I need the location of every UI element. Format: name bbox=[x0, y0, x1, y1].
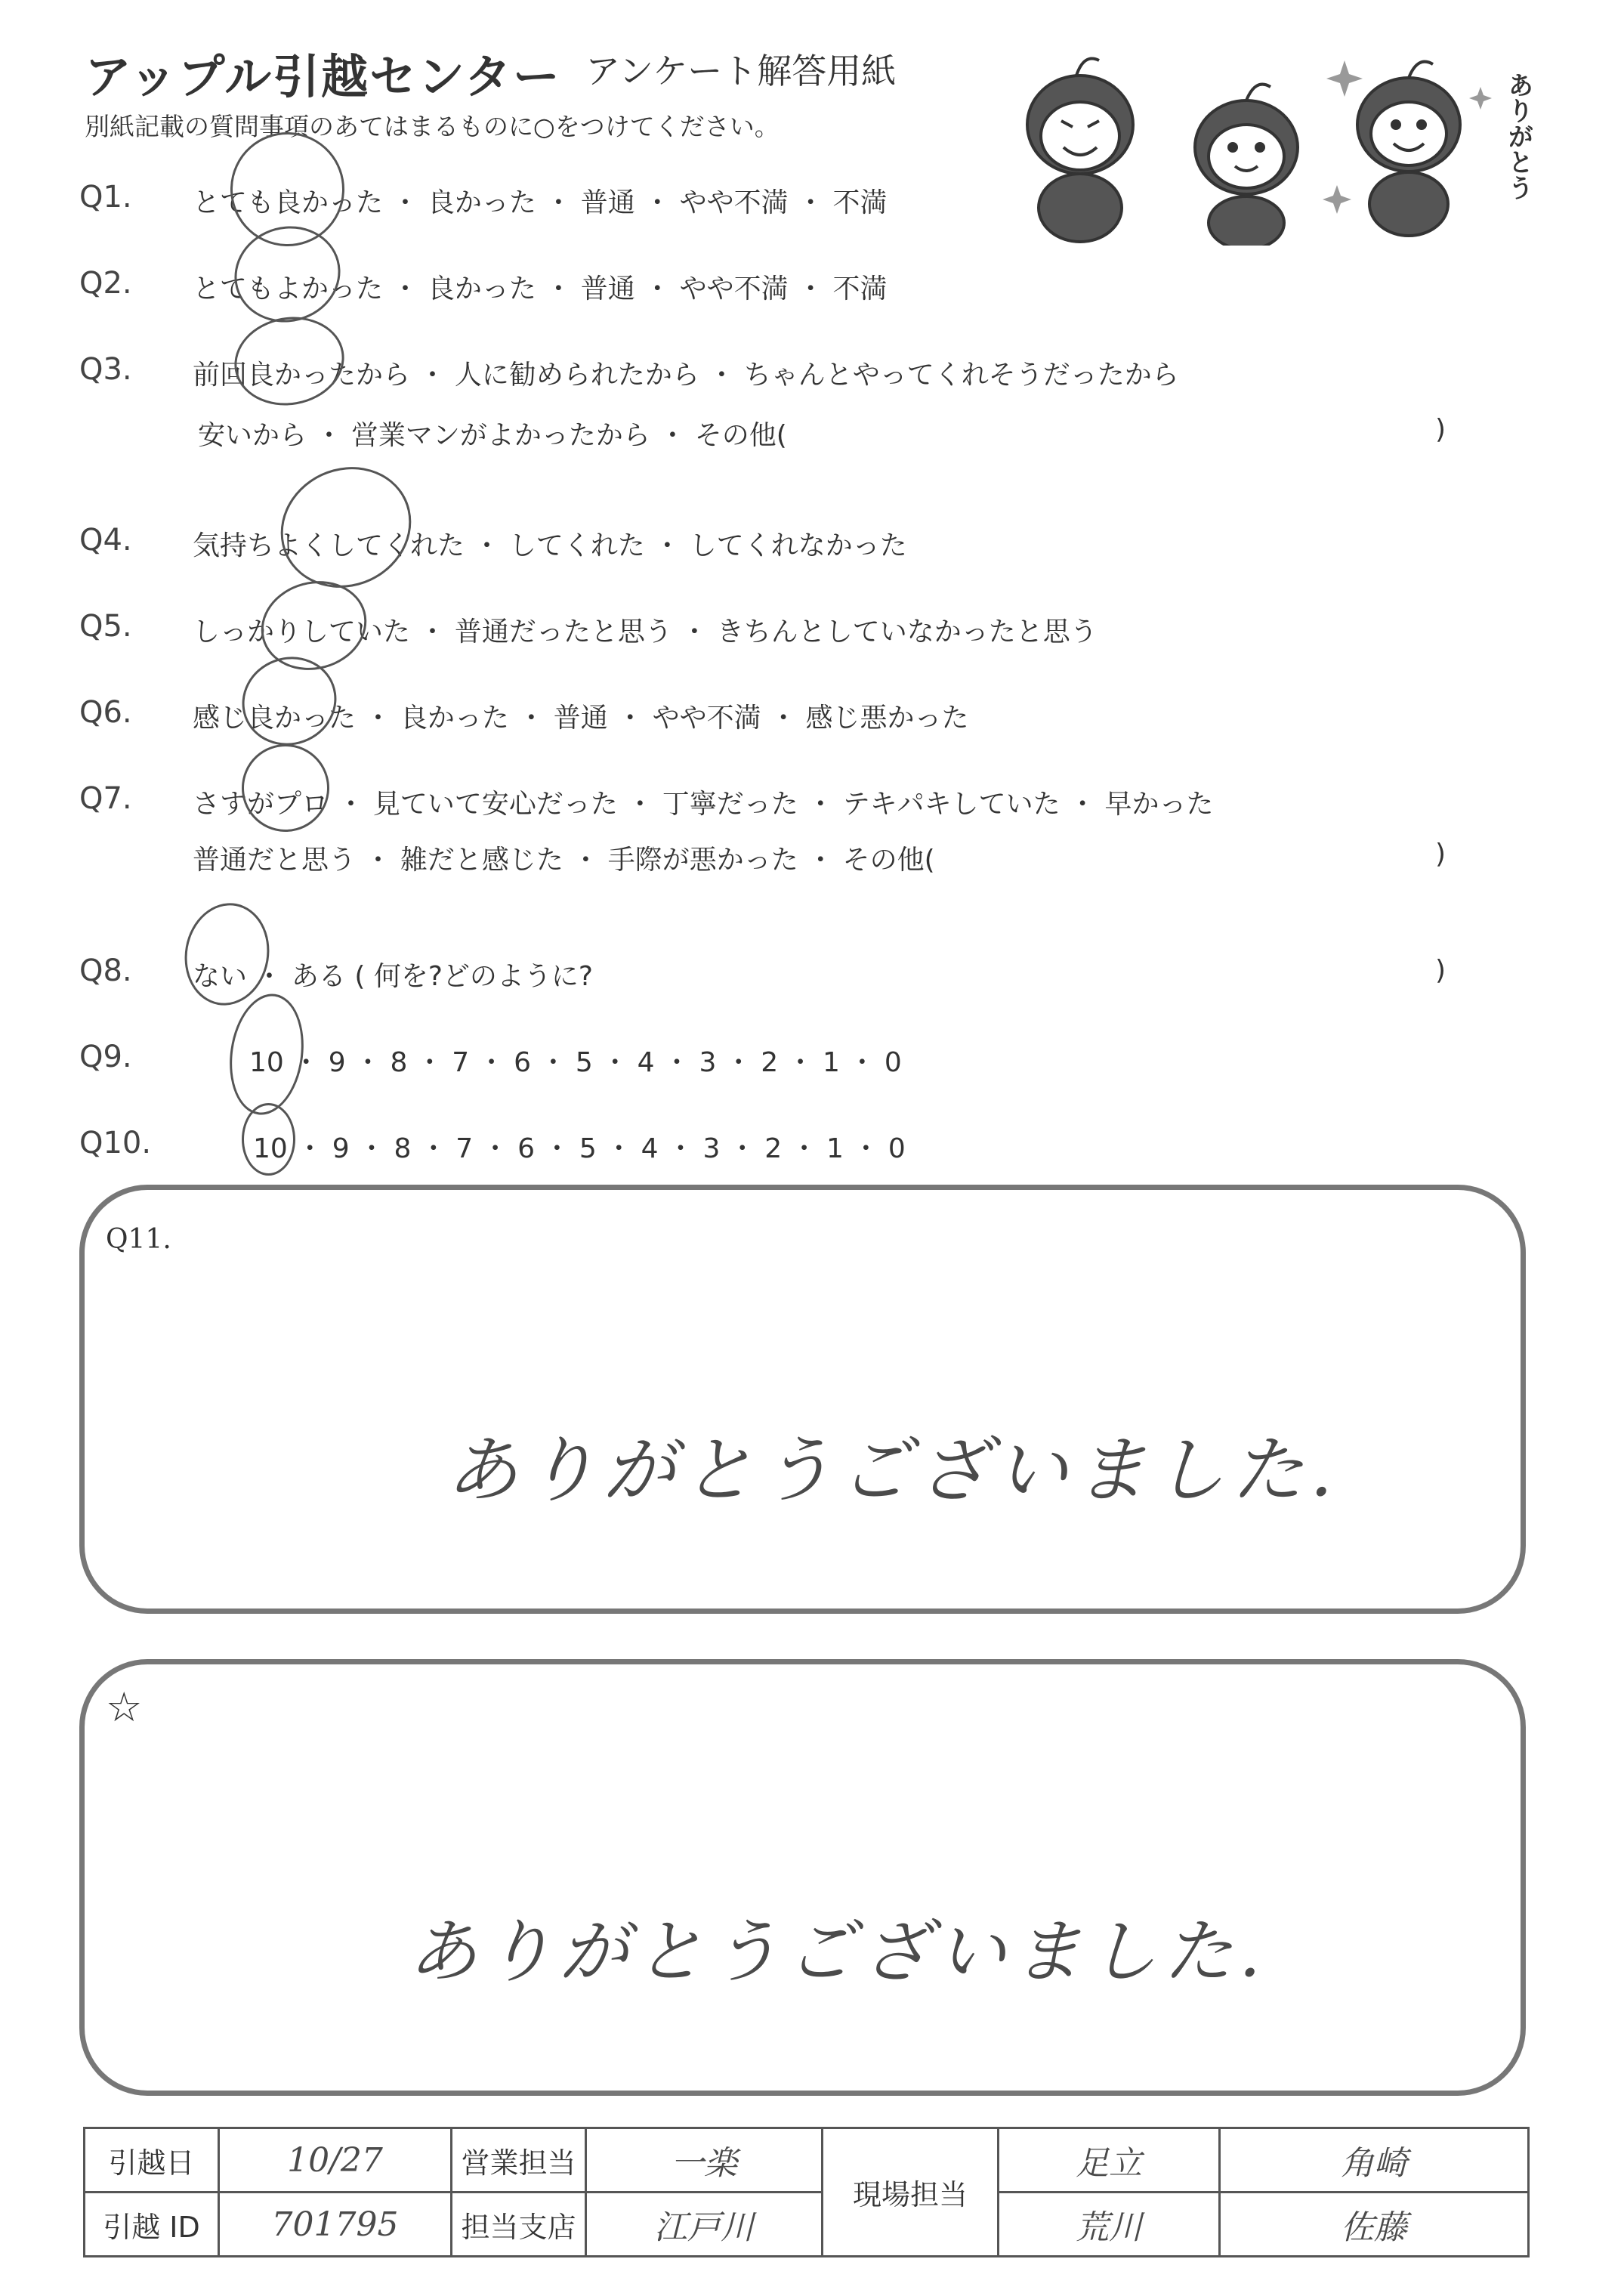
footer-info-table bbox=[83, 2127, 1530, 2257]
q3-label: Q3. bbox=[79, 352, 132, 387]
star-label: ☆ bbox=[106, 1683, 143, 1731]
star-comment-box bbox=[79, 1659, 1526, 2096]
q2-label: Q2. bbox=[79, 266, 132, 301]
mascot-monkeys-illustration bbox=[997, 42, 1541, 246]
q11-label: Q11. bbox=[106, 1224, 171, 1255]
site-staff-3: 荒川 bbox=[999, 2193, 1220, 2257]
q7-options-line2: 普通だと思う ・ 雑だと感じた ・ 手際が悪かった ・ その他( bbox=[193, 845, 935, 876]
q7-close-paren: ) bbox=[1435, 839, 1446, 870]
instruction-text: 別紙記載の質問事項のあてはまるものに○をつけてください。 bbox=[85, 112, 780, 141]
q3-answer-circle bbox=[227, 308, 351, 414]
q2-options: とてもよかった ・ 良かった ・ 普通 ・ やや不満 ・ 不満 bbox=[193, 273, 888, 304]
monkey-middle-icon bbox=[1195, 85, 1298, 246]
q11-comment-box bbox=[79, 1185, 1526, 1614]
q1-options: とても良かった ・ 良かった ・ 普通 ・ やや不満 ・ 不満 bbox=[193, 187, 888, 218]
sales-staff-value: 一楽 bbox=[586, 2128, 823, 2193]
site-staff-2: 角崎 bbox=[1220, 2128, 1529, 2193]
q2-answer-circle bbox=[224, 215, 351, 334]
monkey-right-icon bbox=[1357, 62, 1460, 236]
q1-label: Q1. bbox=[79, 180, 132, 215]
q7-answer-circle bbox=[232, 734, 339, 842]
branch-value: 江戸川 bbox=[586, 2193, 823, 2257]
q7-label: Q7. bbox=[79, 781, 132, 816]
q7-options-line1: さすがプロ ・ 見ていて安心だった ・ 丁寧だった ・ テキパキしていた ・ 早かった bbox=[193, 789, 1214, 820]
q8-answer-circle bbox=[177, 896, 277, 1012]
q8-close-paren: ) bbox=[1435, 955, 1446, 986]
q9-options: 10 ・ 9 ・ 8 ・ 7 ・ 6 ・ 5 ・ 4 ・ 3 ・ 2 ・ 1 ・ 0 bbox=[249, 1047, 902, 1078]
q10-label: Q10. bbox=[79, 1126, 152, 1160]
q4-options: 気持ちよくしてくれた ・ してくれた ・ してくれなかった bbox=[193, 530, 907, 561]
q9-label: Q9. bbox=[79, 1040, 132, 1074]
site-staff-1: 足立 bbox=[999, 2128, 1220, 2193]
q4-answer-circle bbox=[261, 446, 431, 609]
move-date-value: 10/27 bbox=[219, 2128, 452, 2193]
q6-label: Q6. bbox=[79, 695, 132, 730]
move-id-value: 701795 bbox=[219, 2193, 452, 2257]
move-date-label: 引越日 bbox=[85, 2128, 219, 2193]
site-staff-label: 現場担当 bbox=[823, 2128, 999, 2257]
q10-options: 10 ・ 9 ・ 8 ・ 7 ・ 6 ・ 5 ・ 4 ・ 3 ・ 2 ・ 1 ・ 0 bbox=[253, 1133, 906, 1164]
mascot-text: ありがとう bbox=[1503, 72, 1533, 200]
q3-options-line2: 安いから ・ 営業マンがよかったから ・ その他( bbox=[198, 420, 787, 451]
q5-options: しっかりしていた ・ 普通だったと思う ・ きちんとしていなかったと思う bbox=[193, 617, 1098, 647]
form-title: アンケート解答用紙 bbox=[585, 51, 897, 91]
star-handwritten-answer: ありがとうございました. bbox=[408, 1911, 1267, 1992]
q8-options: ない ・ ある ( 何を?どのように? bbox=[193, 961, 594, 992]
q4-label: Q4. bbox=[79, 523, 132, 558]
q3-close-paren: ) bbox=[1435, 414, 1446, 445]
company-name: アップル引越センター bbox=[85, 49, 561, 104]
q5-label: Q5. bbox=[79, 609, 132, 644]
q6-options: 感じ良かった ・ 良かった ・ 普通 ・ やや不満 ・ 感じ悪かった bbox=[193, 703, 969, 734]
q9-answer-circle bbox=[222, 989, 310, 1120]
site-staff-4: 佐藤 bbox=[1220, 2193, 1529, 2257]
q10-answer-circle bbox=[242, 1103, 295, 1176]
move-id-label: 引越 ID bbox=[85, 2193, 219, 2257]
q8-label: Q8. bbox=[79, 953, 132, 988]
q11-handwritten-answer: ありがとうございました. bbox=[446, 1428, 1339, 1513]
monkey-left-icon bbox=[1027, 59, 1133, 243]
branch-label: 担当支店 bbox=[452, 2193, 586, 2257]
sales-staff-label: 営業担当 bbox=[452, 2128, 586, 2193]
q3-options-line1: 前回良かったから ・ 人に勧められたから ・ ちゃんとやってくれそうだったから bbox=[193, 360, 1179, 391]
